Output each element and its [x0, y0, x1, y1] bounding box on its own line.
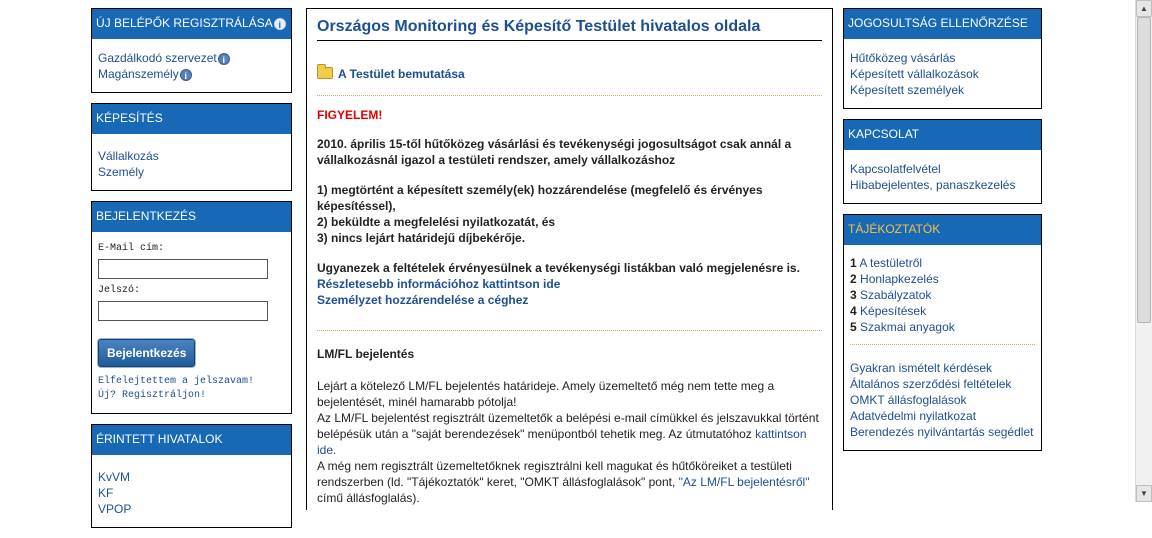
password-field[interactable] — [98, 301, 268, 321]
info-header: TÁJÉKOZTATÓK — [844, 215, 1041, 245]
info-icon[interactable]: i — [274, 18, 286, 30]
info-item-1[interactable]: 1 A testületről — [850, 256, 923, 270]
main-content — [306, 8, 833, 510]
rights-link-persons[interactable]: Képesített személyek — [850, 83, 965, 97]
warning-heading: FIGYELEM! — [317, 108, 383, 122]
omkt-positions-link[interactable]: OMKT állásfoglalások — [850, 393, 967, 407]
forgot-password-link[interactable]: Elfelejtettem a jelszavam! — [98, 376, 255, 387]
info-icon[interactable]: i — [218, 53, 230, 65]
lmfl-paragraph-3: A még nem regisztrált üzemeltetőknek regisztrálni kell magukat és hűtőköreiket a testületi rendszerben (ld. "Tájékoztatók" keret, "OMKT állásfoglalások" pont, "Az LM/FL bejelentésről" című állásfoglalás). — [317, 459, 810, 505]
contact-link[interactable]: Kapcsolatfelvétel — [850, 162, 941, 176]
offices-header: ÉRINTETT HIVATALOK — [92, 425, 291, 455]
equipment-register-link[interactable]: Berendezés nyilvántartás segédlet — [850, 425, 1034, 439]
email-field[interactable] — [98, 259, 268, 279]
registration-box — [91, 8, 292, 93]
right-column — [843, 8, 1042, 461]
left-column — [91, 8, 292, 538]
lmfl-paragraph-1: Lejárt a kötelező LM/FL bejelentés határideje. Amely üzemeltető még nem tette meg a bejelentését, minél hamarabb pótolja! — [317, 379, 775, 409]
terms-link[interactable]: Általános szerződési feltételek — [850, 377, 1012, 391]
lmfl-position-link[interactable]: "Az LM/FL bejelentésről" — [678, 475, 810, 489]
registration-header — [92, 9, 291, 39]
qualification-box — [91, 103, 292, 191]
assign-staff-link[interactable]: Személyzet hozzárendelése a céghez — [317, 293, 529, 307]
intro-row — [317, 67, 822, 96]
info-icon[interactable]: i — [180, 69, 192, 81]
condition-2: 2) beküldte a megfelelési nyilatkozatát, és — [317, 215, 556, 229]
scroll-up-icon[interactable]: ▲ — [1136, 0, 1152, 17]
qualification-link-person[interactable]: Személy — [98, 165, 145, 179]
register-link[interactable]: Új? Regisztráljon! — [98, 390, 207, 401]
registration-link-person[interactable]: Magánszemély i — [98, 67, 192, 81]
condition-1: 1) megtörtént a képesített személy(ek) hozzárendelése (megfelelő és érvényes képesítéssel), — [317, 183, 763, 213]
contact-header: KAPCSOLAT — [844, 120, 1041, 150]
lmfl-paragraph-2: Az LM/FL bejelentést regisztrált üzemeltetők a belépési e-mail címükkel és jelszavukkal történt belépésük után a "saját berendezések" menüpontból tehetik meg. Az útmutatóhoz kattintson ide. — [317, 411, 819, 457]
info-item-2[interactable]: 2 Honlapkezelés — [850, 272, 939, 286]
conditions-note-text: Ugyanezek a feltételek érvényesülnek a tevékenységi listákban való megjelenésre is. — [317, 261, 800, 275]
condition-3: 3) nincs lejárt határidejű díjbekérője. — [317, 231, 526, 245]
qualification-header: KÉPESÍTÉS — [92, 104, 291, 134]
email-label: E-Mail cím: — [98, 243, 165, 254]
rights-link-companies[interactable]: Képesített vállalkozások — [850, 67, 979, 81]
info-item-5[interactable]: 5 Szakmai anyagok — [850, 320, 955, 334]
more-info-link[interactable]: Részletesebb információhoz kattintson ide — [317, 277, 561, 291]
vertical-scrollbar[interactable] — [1135, 0, 1152, 502]
scroll-down-icon[interactable]: ▼ — [1136, 485, 1152, 502]
office-link-vpop[interactable]: VPOP — [98, 502, 132, 516]
contact-box — [843, 119, 1042, 204]
intro-link[interactable]: A Testület bemutatása — [338, 67, 465, 81]
registration-title: ÚJ BELÉPŐK REGISZTRÁLÁSA — [96, 16, 273, 30]
rights-box — [843, 8, 1042, 109]
lmfl-text — [317, 378, 822, 506]
info-item-3[interactable]: 3 Szabályzatok — [850, 288, 932, 302]
complaint-link[interactable]: Hibabejelentes, panaszkezelés — [850, 178, 1016, 192]
rights-header: JOGOSULTSÁG ELLENŐRZÉSE — [844, 9, 1041, 39]
login-box — [91, 201, 292, 414]
privacy-link[interactable]: Adatvédelmi nyilatkozat — [850, 409, 977, 423]
info-separator — [850, 344, 1035, 345]
office-link-kvvm[interactable]: KvVM — [98, 470, 131, 484]
guide-link[interactable]: kattintson ide. — [317, 427, 807, 457]
faq-link[interactable]: Gyakran ismételt kérdések — [850, 361, 993, 375]
folder-icon — [317, 67, 333, 79]
lmfl-section-title: LM/FL bejelentés — [317, 330, 822, 362]
registration-link-company[interactable]: Gazdálkodó szervezet i — [98, 51, 230, 65]
info-item-4[interactable]: 4 Képesítések — [850, 304, 927, 318]
login-button[interactable]: Bejelentkezés — [98, 339, 195, 367]
conditions-note — [317, 260, 822, 308]
rights-link-purchase[interactable]: Hűtőközeg vásárlás — [850, 51, 956, 65]
login-header: BEJELENTKEZÉS — [92, 202, 291, 232]
warning-paragraph: 2010. április 15-től hűtőközeg vásárlási és tevékenységi jogosultságot csak annál a vállalkozásnál igazol a testületi rendszer, amely vállalkozáshoz — [317, 137, 792, 167]
page-title: Országos Monitoring és Képesítő Testület hivatalos oldala — [317, 18, 822, 41]
qualification-link-company[interactable]: Vállalkozás — [98, 149, 159, 163]
info-box — [843, 214, 1042, 451]
password-label: Jelszó: — [98, 285, 141, 296]
offices-box — [91, 424, 292, 528]
office-link-kf[interactable]: KF — [98, 486, 114, 500]
conditions-list — [317, 182, 822, 246]
scroll-thumb[interactable] — [1137, 17, 1151, 323]
